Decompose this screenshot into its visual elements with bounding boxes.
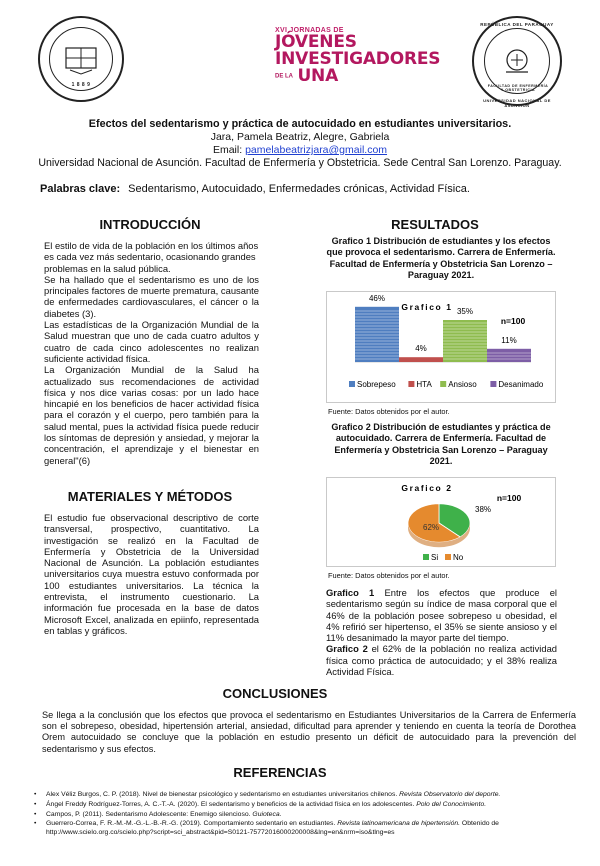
jornadas-logo-line3: UNA	[297, 66, 339, 86]
poster-email-line	[0, 144, 600, 157]
chart1-bar	[487, 349, 531, 362]
poster-affiliation: Universidad Nacional de Asunción. Facultad de Enfermería y Obstetricia. Sede Central San Lorenzo. Paraguay.	[38, 157, 562, 169]
methods-body: El estudio fue observacional descriptivo de corte transversal, prospectivo, cuantitativo. La investigación se realizó en la Facultad de Enfermería y Obstetricia de la Universidad Nacional de Asunción. La población estudiantes universitarios cuya muestra estuvo conformada por 100 estudiantes universitarios. La técnica la entrevista, el instrumento cuestionario. La información fue procesada en la base de datos Microsoft Excel, analizada en epiinfo, representada en tablas y gráficos.	[44, 512, 259, 636]
chart1-legend-swatch	[408, 381, 414, 387]
chart1-legend-label: Desanimado	[498, 380, 544, 389]
feo-seal-bottom-text: FACULTAD DE ENFERMERÍA Y OBSTETRICIA	[487, 84, 549, 92]
chart1-value-label: 11%	[501, 335, 517, 345]
chart2-frame	[326, 477, 556, 567]
chart1-bar	[399, 357, 443, 362]
chart2-legend-label: Si	[431, 553, 439, 562]
intro-paragraph: La Organización Mundial de la Salud ha actualizado sus recomendaciones de actividad física y nos dice varias cosas: por un lado hace hincapié en los beneficios de hacer actividad física para el corazón y el cuerpo, pero también para la salud mental, pues la actividad física puede reducir los síntomas de depresión y ansiedad, y mejorar la concentración, el aprendizaje y el bienestar en general"(6)	[44, 364, 259, 466]
jornadas-logo-line1: JÓVENES	[275, 32, 357, 52]
keywords-value: Sedentarismo, Autocuidado, Enfermedades crónicas, Actividad Física.	[128, 183, 470, 195]
email-label: Email:	[212, 144, 246, 156]
feo-seal-top-text: REPÚBLICA DEL PARAGUAY	[480, 22, 554, 27]
email-link[interactable]: pamelabeatrizjara@gmail.com	[245, 144, 388, 156]
reference-item: • Guerrero-Correa, F. R.-M.-M.-G.-L.-B.-R.-G. (2019). Comportamiento sedentario en estudiantes. Revista latinoamericana de hipertensión. Obtenido de http://www.scielo.org.co/scielo.php?script=sci_abstract&pid=S0121-75772016000200008&lng=en&nrm=iso&tlng=es	[34, 820, 574, 838]
chart2-legend-swatch	[423, 554, 429, 560]
jornadas-logo-line2: INVESTIGADORES	[275, 49, 441, 69]
reference-item: • Alex Véliz Burgos, C. P. (2018). Nivel de bienestar psicológico y sedentarismo en estudiantes universitarios chilenos. Revista Observatorio del deporte.	[34, 791, 574, 800]
chart1-title: Grafico 1	[401, 302, 453, 312]
chart2-value-label: 62%	[423, 523, 440, 532]
reference-item: • Campos, P. (2011). Sedentarismo Adolescente: Enemigo silencioso. Guioteca.	[34, 811, 574, 820]
results-para2-text: el 62% de la población no realiza actividad física como práctica de autocuidado; y el 38% realiza Actividad Física.	[326, 643, 557, 678]
reference-item: • Ángel Freddy Rodríguez-Torres, A. C.-T.-A. (2020). El sedentarismo y beneficios de la actividad física en los adolescentes. Polo del Conocimiento.	[34, 801, 574, 810]
chart1-source: Fuente: Datos obtenidos por el autor.	[328, 407, 450, 416]
feo-seal-emblem	[500, 46, 534, 76]
chart1-legend-label: Sobrepeso	[357, 380, 396, 389]
una-seal-emblem	[62, 42, 100, 76]
una-seal-year: 1 8 8 9	[71, 82, 91, 88]
chart1-legend-label: Ansioso	[448, 380, 477, 389]
chart1-n-annotation: n=100	[500, 316, 526, 326]
chart2-pie-chart	[327, 478, 555, 566]
jornadas-logo-prefix: DE LA	[275, 73, 293, 80]
chart2-source: Fuente: Datos obtenidos por el autor.	[328, 571, 450, 580]
chart1-value-label: 35%	[456, 307, 474, 316]
feo-seal-outer-text: UNIVERSIDAD NACIONAL DE ASUNCIÓN	[483, 98, 551, 108]
una-seal-logo	[38, 16, 124, 102]
results-body	[326, 587, 557, 677]
intro-body	[44, 240, 259, 466]
keywords-label: Palabras clave:	[40, 183, 121, 195]
chart1-bar	[355, 307, 399, 362]
results-paragraph-2	[326, 643, 557, 677]
feo-seal-logo	[472, 16, 562, 106]
chart1-legend-swatch	[490, 381, 496, 387]
chart1-legend-label: HTA	[416, 380, 432, 389]
keywords-line	[40, 183, 470, 195]
chart1-caption: Grafico 1 Distribución de estudiantes y los efectos que provoca el sedentarismo. Carrera de Enfermería. Facultad de Enfermería y Obstetricia San Lorenzo – Paraguay 2021.	[326, 236, 556, 280]
chart1-legend-swatch	[349, 381, 355, 387]
chart2-caption: Grafico 2 Distribución de estudiantes y práctica de autocuidado. Carrera de Enfermería. Facultad de Enfermería y Obstetricia San Lorenzo – Paraguay 2021.	[331, 422, 551, 466]
results-para1-text: Entre los efectos que produce el sedentarismo según su índice de masa corporal que el 46% de la población posee sobrepeso u obesidad, el 4% refirió ser hipertenso, el 35% se siente ansioso y el 11% desanimado la mayor parte del tiempo.	[326, 587, 557, 644]
chart2-n-annotation: n=100	[496, 493, 522, 503]
results-paragraph-1	[326, 587, 557, 643]
chart1-value-label: 46%	[368, 293, 386, 303]
jornadas-logo	[275, 27, 441, 86]
intro-heading: INTRODUCCIÓN	[99, 217, 201, 232]
chart1-bar-chart	[327, 292, 555, 402]
references-heading: REFERENCIAS	[233, 765, 327, 780]
results-para1-label: Grafico 1	[326, 587, 375, 598]
chart2-value-label: 38%	[475, 505, 492, 514]
intro-paragraph: El estilo de vida de la población en los últimos años es cada vez más sedentario, ocasionando grandes problemas en la salud pública.	[44, 240, 259, 274]
chart2-legend-label: No	[453, 553, 464, 562]
jornadas-logo-top: XVI JORNADAS DE	[275, 27, 344, 34]
chart1-value-label: 4%	[415, 344, 427, 354]
references-list	[34, 791, 574, 839]
poster-authors: Jara, Pamela Beatriz, Alegre, Gabriela	[210, 131, 390, 143]
results-heading: RESULTADOS	[391, 217, 479, 232]
chart1-frame	[326, 291, 556, 403]
chart2-legend-swatch	[445, 554, 451, 560]
poster-title: Efectos del sedentarismo y práctica de autocuidado en estudiantes universitarios.	[88, 118, 512, 130]
conclusions-heading: CONCLUSIONES	[222, 686, 328, 701]
methods-heading: MATERIALES Y MÉTODOS	[67, 489, 233, 504]
conclusions-body: Se llega a la conclusión que los efectos que provoca el sedentarismo en Estudiantes Universitarios de la Carrera de Enfermería son el sobrepeso, obesidad, hipertensión arterial, ansiedad, dificultad para aprender y teniendo en cuenta la teoría de Dorothea Orem autocuidado se concluye que la población en estudio presento un déficit de autocuidado para la prevención del sedentarismo y sus efectos.	[42, 710, 576, 754]
intro-paragraph: Se ha hallado que el sedentarismo es uno de los principales factores de muerte prematura, causante de enfermedades cardiovasculares, el cáncer o la diabetes (3).	[44, 273, 259, 319]
chart1-legend-swatch	[440, 381, 446, 387]
intro-paragraph: Las estadísticas de la Organización Mundial de la Salud muestran que uno de cada cuatro adultos y cuatro de cada cinco adolescentes no realizan suficiente actividad física.	[44, 319, 259, 364]
results-para2-label: Grafico 2	[326, 643, 368, 655]
chart2-title: Grafico 2	[401, 483, 453, 493]
